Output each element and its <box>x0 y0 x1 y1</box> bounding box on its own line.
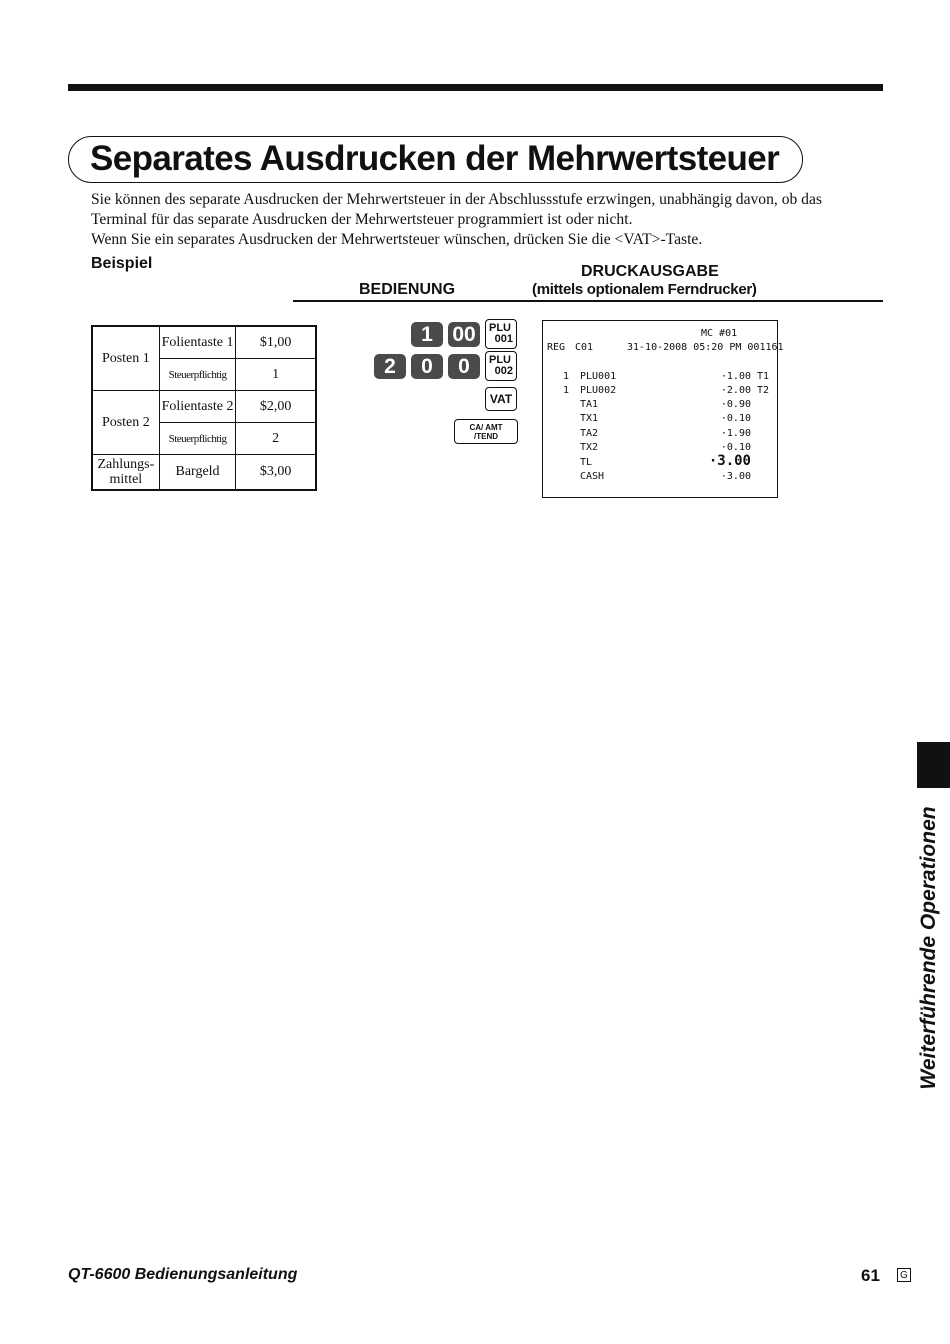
receipt-total-value: ·3.00 <box>708 453 751 469</box>
example-heading: Beispiel <box>91 255 153 272</box>
receipt-tx1-value: ·0.10 <box>720 413 751 424</box>
receipt-machine-no: MC #01 <box>701 328 738 339</box>
item-2-price: $2,00 <box>236 391 316 423</box>
item-2-label: Posten 2 <box>92 391 159 455</box>
item-1-tax-label: Steuerpflichtig <box>159 359 236 391</box>
receipt-ta1-value: ·0.90 <box>720 399 751 410</box>
receipt-cash-value: ·3.00 <box>720 471 751 482</box>
intro-paragraph-1: Sie können des separate Ausdrucken der Mehrwertsteuer in der Abschlussstufe erzwingen, unabhängig davon, ob das Terminal für das separate Ausdrucken der Mehrwertsteuer programmiert ist oder nicht. <box>91 191 822 228</box>
receipt-item-2-tax: T2 <box>757 385 770 396</box>
receipt-mode: REG <box>547 342 566 353</box>
key-2: 2 <box>374 354 406 379</box>
plu-key-001 <box>485 319 517 349</box>
payment-label-line-2: mittel <box>109 471 143 487</box>
printout-subheading: (mittels optionalem Ferndrucker) <box>532 281 757 298</box>
table-row <box>92 455 316 490</box>
title-box <box>68 136 803 183</box>
item-1-label: Posten 1 <box>92 326 159 391</box>
intro-text <box>91 190 881 250</box>
section-rule <box>293 300 883 302</box>
key-00: 00 <box>448 322 480 347</box>
receipt-cash-label: CASH <box>580 471 605 482</box>
plu-key-002-label: PLU <box>489 354 511 366</box>
receipt-tx1-label: TX1 <box>580 413 599 424</box>
plu-key-001-label: PLU <box>489 322 511 334</box>
table-row <box>92 391 316 423</box>
receipt-printout <box>542 320 784 498</box>
item-1-tax-status: 1 <box>236 359 316 391</box>
top-rule <box>68 84 883 91</box>
printout-heading: DRUCKAUSGABE <box>581 263 719 280</box>
intro-paragraph-2: Wenn Sie ein separates Ausdrucken der Mehrwertsteuer wünschen, drücken Sie die <VAT>-Taste. <box>91 231 703 248</box>
receipt-total-label: TL <box>580 457 593 468</box>
receipt-tx2-label: TX2 <box>580 442 599 453</box>
plu-key-001-number: 001 <box>494 333 513 345</box>
plu-key-002-number: 002 <box>494 365 513 377</box>
chapter-side-label <box>917 798 941 1098</box>
receipt-item-2-qty: 1 <box>563 385 570 396</box>
page-title: Separates Ausdrucken der Mehrwertsteuer <box>90 139 780 178</box>
receipt-item-2-price: ·2.00 <box>720 385 751 396</box>
item-2-key: Folientaste 2 <box>159 391 236 423</box>
operation-heading: BEDIENUNG <box>359 281 456 298</box>
key-1: 1 <box>411 322 443 347</box>
item-2-tax-status: 2 <box>236 423 316 455</box>
chapter-tab-marker <box>917 742 950 788</box>
receipt-ta2-label: TA2 <box>580 428 599 439</box>
payment-label-line-1: Zahlungs- <box>97 456 155 472</box>
chapter-side-label-text: Weiterführende Operationen <box>917 806 940 1090</box>
receipt-item-1-name: PLU001 <box>580 371 617 382</box>
receipt-item-2-name: PLU002 <box>580 385 617 396</box>
item-1-key: Folientaste 1 <box>159 326 236 359</box>
item-1-price: $1,00 <box>236 326 316 359</box>
item-2-tax-label: Steuerpflichtig <box>159 423 236 455</box>
ca-amt-tend-key <box>454 419 518 444</box>
plu-key-002 <box>485 351 517 381</box>
payment-label <box>92 455 159 490</box>
receipt-datetime: 31-10-2008 05:20 PM 001161 <box>627 342 784 353</box>
receipt-item-1-price: ·1.00 <box>720 371 751 382</box>
vat-key: VAT <box>485 387 517 411</box>
receipt-clerk: C01 <box>575 342 594 353</box>
page-number: 61 <box>861 1266 880 1285</box>
example-table <box>91 325 317 491</box>
key-0: 0 <box>448 354 480 379</box>
footer-manual-title: QT-6600 Bedienungsanleitung <box>68 1266 298 1283</box>
receipt-item-1-tax: T1 <box>757 371 770 382</box>
receipt-item-1-qty: 1 <box>563 371 570 382</box>
table-row <box>92 326 316 359</box>
receipt-tx2-value: ·0.10 <box>720 442 751 453</box>
receipt-ta2-value: ·1.90 <box>720 428 751 439</box>
ca-amt-label: CA/ AMT <box>469 422 503 432</box>
receipt-ta1-label: TA1 <box>580 399 599 410</box>
payment-type: Bargeld <box>159 455 236 490</box>
key-0: 0 <box>411 354 443 379</box>
language-badge: G <box>897 1268 911 1282</box>
tend-label: /TEND <box>474 431 498 441</box>
payment-amount: $3,00 <box>236 455 316 490</box>
